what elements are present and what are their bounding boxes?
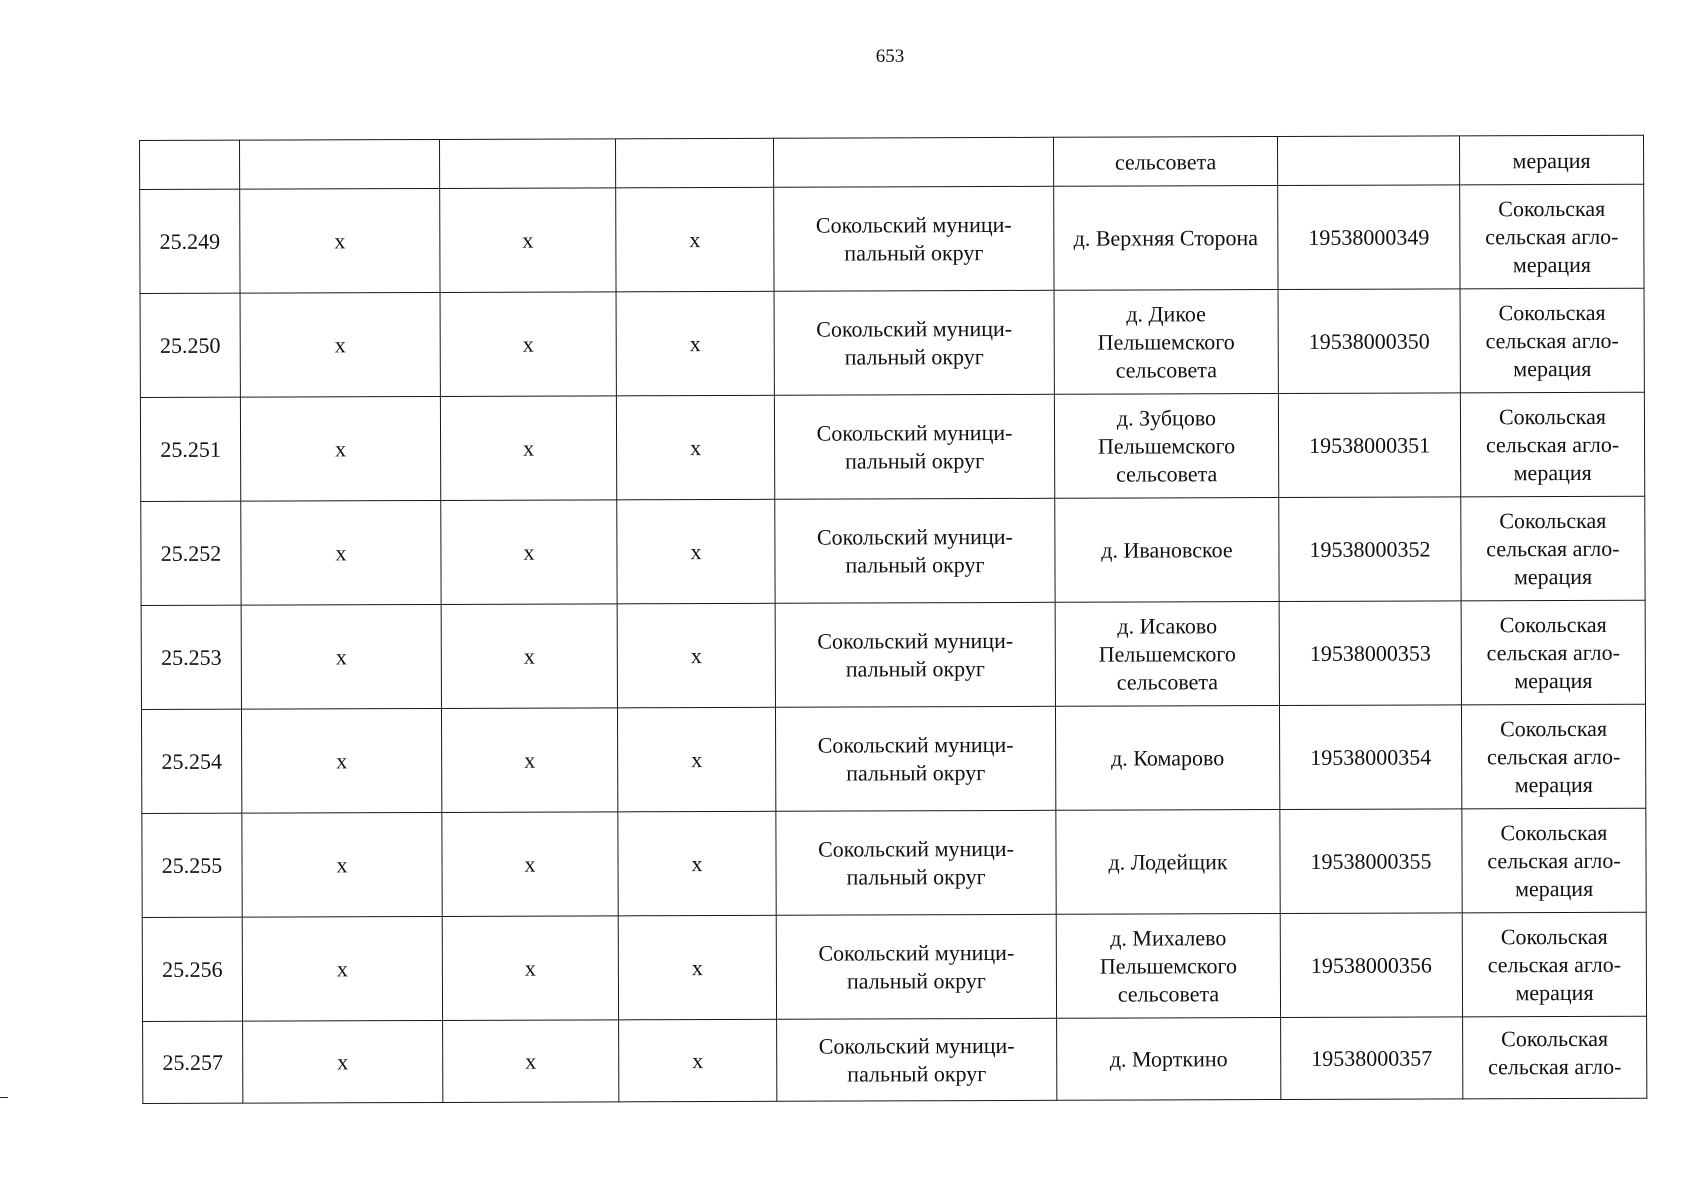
locality-line: д. Лодейщик (1108, 848, 1228, 875)
agglomeration-line: мерация (1515, 979, 1594, 1005)
table-row (141, 496, 1645, 605)
mark-cell: х (242, 812, 442, 917)
locality-line: д. Зубцово (1116, 404, 1217, 431)
district-line: пальный округ (846, 759, 986, 786)
table-row (141, 704, 1645, 813)
district-line: Сокольский муници- (817, 731, 1014, 758)
agglomeration-cell (1460, 184, 1644, 289)
locality-line: Пельшемского (1097, 432, 1236, 459)
mark-cell: х (240, 396, 440, 501)
row-number-cell: 25.249 (140, 189, 240, 293)
locality-cell (1055, 602, 1279, 707)
mark-cell: х (242, 916, 442, 1021)
oktmo-code-cell: 19538000352 (1279, 497, 1461, 602)
locality-line: д. Исаково (1117, 612, 1218, 639)
mark-cell: х (616, 395, 774, 500)
locality-cell (1055, 706, 1279, 811)
oktmo-code-cell: 19538000355 (1280, 809, 1462, 914)
registry-table (139, 135, 1647, 1104)
table-row (141, 600, 1645, 709)
agglomeration-line: Сокольская (1500, 923, 1608, 949)
agglomeration-line: Сокольская (1500, 819, 1608, 845)
mark-cell: х (617, 499, 775, 604)
mark-cell: х (618, 811, 776, 916)
mark-cell: х (441, 604, 617, 709)
agglomeration-line: мерация (1512, 251, 1592, 277)
district-line: пальный округ (846, 863, 986, 890)
locality-line: сельсовета (1117, 980, 1220, 1007)
agglomeration-line: сельская агло- (1485, 327, 1619, 353)
locality-continuation-cell: сельсовета (1053, 137, 1277, 187)
locality-cell (1054, 290, 1278, 395)
locality-cell (1056, 810, 1280, 915)
district-cell (774, 394, 1054, 499)
mark-cell: х (616, 291, 774, 396)
oktmo-code-cell: 19538000351 (1278, 393, 1460, 498)
table-row (140, 288, 1644, 397)
mark-cell: х (240, 292, 440, 397)
locality-line: сельсовета (1116, 460, 1218, 487)
district-line: пальный округ (845, 551, 985, 578)
agglomeration-line: Сокольская (1499, 507, 1607, 533)
agglomeration-line: мерация (1514, 771, 1593, 797)
continuation-row (140, 135, 1644, 189)
page-number: 653 (875, 46, 905, 67)
row-number-cell: 25.253 (141, 605, 241, 709)
mark-cell: х (617, 603, 775, 708)
agglomeration-cell (1461, 704, 1645, 809)
row-number-cell: 25.252 (141, 501, 241, 605)
table-row (140, 184, 1644, 293)
table-row (140, 392, 1644, 501)
mark-cell: х (442, 916, 618, 1021)
locality-line: Пельшемского (1099, 952, 1237, 979)
agglomeration-line: мерация (1513, 355, 1592, 381)
district-line: пальный округ (845, 655, 985, 682)
agglomeration-line: сельская агло- (1488, 1053, 1622, 1080)
district-cell (775, 706, 1055, 811)
cell-empty (240, 139, 440, 189)
oktmo-code-cell: 19538000356 (1280, 913, 1462, 1018)
locality-line: д. Верхняя Сторона (1073, 224, 1259, 251)
district-line: пальный округ (845, 447, 985, 474)
mark-cell: х (241, 604, 441, 709)
row-number-cell: 25.254 (141, 709, 241, 813)
mark-cell: х (442, 812, 618, 917)
locality-cell (1054, 186, 1278, 291)
locality-cell (1057, 1018, 1281, 1101)
district-cell (777, 1018, 1057, 1101)
district-cell (775, 602, 1055, 707)
locality-line: Пельшемского (1098, 640, 1236, 667)
agglomeration-line: Сокольская (1501, 1025, 1609, 1052)
locality-line: д. Михалево (1110, 924, 1227, 951)
mark-cell: х (241, 708, 441, 813)
district-line: пальный округ (844, 239, 984, 266)
table-row (142, 912, 1646, 1021)
agglomeration-line: Сокольская (1498, 299, 1606, 325)
locality-line: д. Комарово (1111, 744, 1225, 771)
locality-line: д. Морткино (1109, 1045, 1228, 1072)
agglomeration-cell (1461, 600, 1645, 705)
agglomeration-line: сельская агло- (1486, 743, 1621, 769)
district-line: Сокольский муници- (816, 315, 1013, 342)
cell-empty (615, 138, 773, 188)
mark-cell: х (240, 188, 440, 293)
district-cell (775, 498, 1055, 603)
agglomeration-line: сельская агло- (1486, 535, 1620, 561)
district-line: Сокольский муници- (816, 419, 1013, 446)
agglomeration-line: Сокольская (1500, 715, 1608, 741)
agglomeration-line: сельская агло- (1487, 951, 1622, 977)
mark-cell: х (440, 292, 616, 397)
locality-cell (1056, 914, 1280, 1019)
agglomeration-line: сельская агло- (1485, 223, 1619, 249)
district-line: Сокольский муници- (815, 211, 1012, 238)
agglomeration-line: Сокольская (1498, 403, 1606, 429)
agglomeration-line: Сокольская (1499, 611, 1607, 637)
agglomeration-line: сельская агло- (1486, 639, 1620, 665)
locality-line: д. Дикое (1126, 300, 1206, 327)
mark-cell: х (443, 1020, 619, 1103)
agglomeration-line: мерация (1515, 875, 1594, 901)
district-cell (776, 914, 1056, 1019)
mark-cell: х (616, 187, 774, 292)
oktmo-code-cell: 19538000354 (1279, 705, 1461, 810)
table-row (143, 1016, 1647, 1103)
table-body (140, 135, 1647, 1103)
locality-line: д. Ивановское (1101, 536, 1233, 563)
mark-cell: х (243, 1020, 443, 1103)
cell-empty (439, 139, 615, 189)
district-line: пальный округ (846, 967, 986, 994)
cell-empty (1277, 136, 1459, 186)
mark-cell: х (440, 188, 616, 293)
district-cell (776, 810, 1056, 915)
agglomeration-line: сельская агло- (1487, 847, 1621, 873)
margin-mark (0, 1097, 8, 1098)
locality-cell (1054, 394, 1278, 499)
row-number-cell: 25.251 (140, 397, 240, 501)
agglomeration-line: мерация (1513, 563, 1593, 589)
cell-empty (773, 137, 1053, 187)
district-line: пальный округ (847, 1060, 987, 1087)
mark-cell: х (241, 500, 441, 605)
agglomeration-line: мерация (1513, 459, 1592, 485)
row-number-cell: 25.257 (143, 1021, 243, 1103)
locality-cell (1055, 498, 1279, 603)
agglomeration-cell (1461, 496, 1645, 601)
mark-cell: х (441, 708, 617, 813)
district-line: Сокольский муници- (816, 523, 1013, 550)
table-row (142, 808, 1646, 917)
district-line: Сокольский муници- (818, 1032, 1015, 1059)
district-line: Сокольский муници- (818, 835, 1014, 862)
mark-cell: х (619, 1019, 777, 1102)
agglomeration-cell (1462, 808, 1646, 913)
oktmo-code-cell: 19538000357 (1281, 1017, 1463, 1100)
oktmo-code-cell: 19538000349 (1278, 185, 1460, 290)
agglomeration-continuation-cell: мерация (1459, 135, 1643, 185)
row-number-cell: 25.256 (142, 917, 242, 1021)
locality-line: сельсовета (1115, 356, 1217, 383)
locality-line: сельсовета (1116, 668, 1219, 695)
mark-cell: х (441, 500, 617, 605)
locality-line: Пельшемского (1097, 328, 1235, 355)
district-cell (774, 290, 1054, 395)
cell-empty (140, 140, 240, 189)
mark-cell: х (618, 915, 776, 1020)
agglomeration-cell (1462, 912, 1646, 1017)
district-cell (774, 186, 1054, 291)
district-line: Сокольский муници- (818, 939, 1015, 966)
agglomeration-line: мерация (1514, 667, 1593, 693)
agglomeration-line: сельская агло- (1485, 431, 1620, 457)
row-number-cell: 25.255 (142, 813, 242, 917)
oktmo-code-cell: 19538000350 (1278, 289, 1460, 394)
mark-cell: х (617, 707, 775, 812)
agglomeration-cell (1460, 288, 1644, 393)
agglomeration-cell (1460, 392, 1644, 497)
oktmo-code-cell: 19538000353 (1279, 601, 1461, 706)
mark-cell: х (440, 396, 616, 501)
district-line: пальный округ (844, 343, 984, 370)
district-line: Сокольский муници- (817, 627, 1014, 654)
row-number-cell: 25.250 (140, 293, 240, 397)
agglomeration-line: Сокольская (1498, 195, 1606, 221)
agglomeration-cell (1463, 1016, 1647, 1099)
